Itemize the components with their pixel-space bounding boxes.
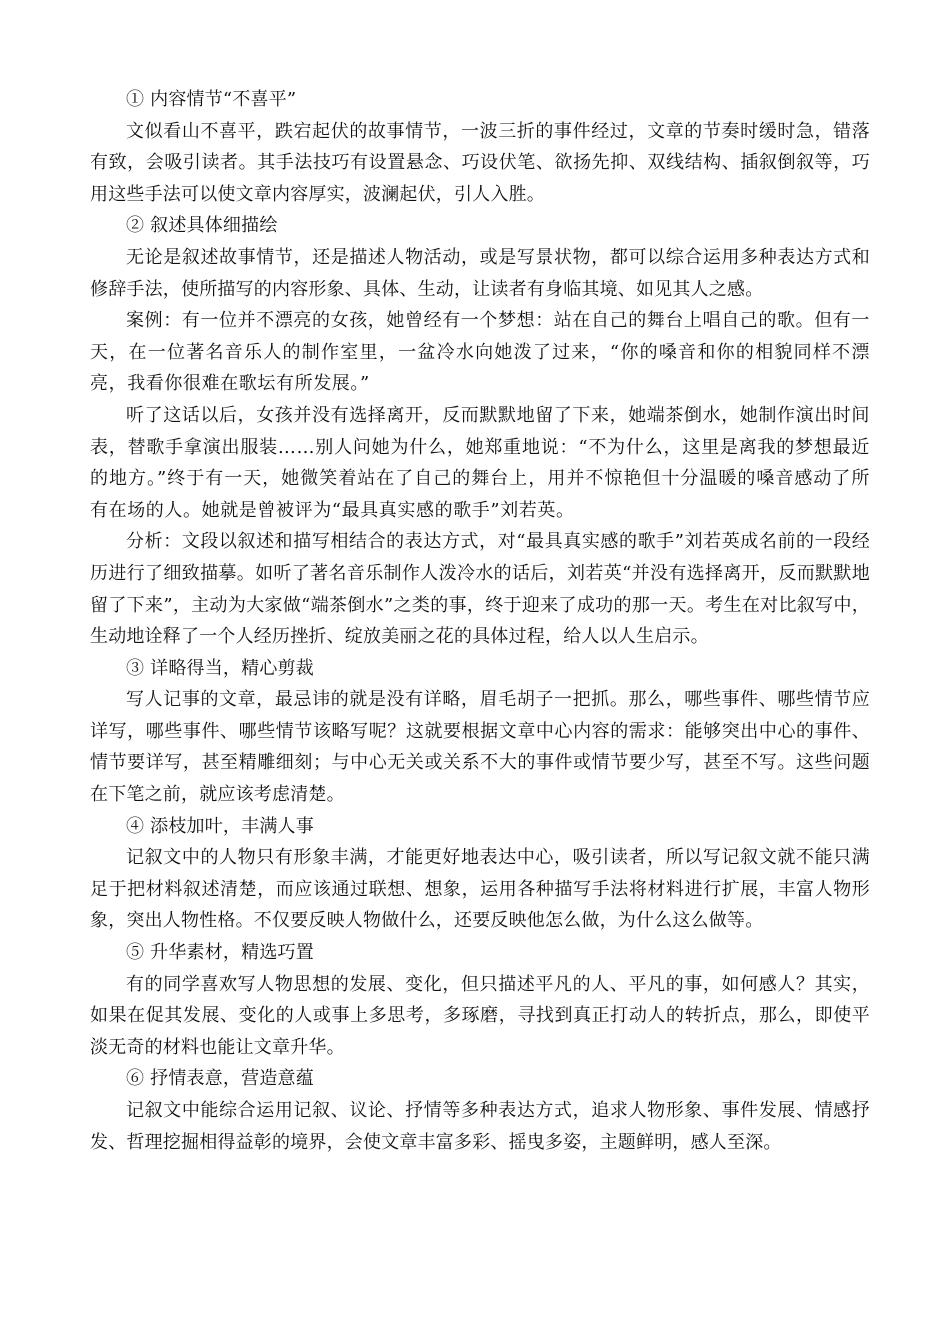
section-heading-1: ① 内容情节“不喜平” bbox=[126, 89, 297, 110]
section-heading-6: ⑥ 抒情表意，营造意蕴 bbox=[126, 1068, 314, 1090]
section-1-paragraph: 文似看山不喜平，跌宕起伏的故事情节，一波三折的事件经过，文章的节奏时缓时急，错落有致，会吸引读者。其手法技巧有设置悬念、巧设伏笔、欲扬先抑、双线结构、插叙倒叙等，巧用这些手法可以使文章内容厚实，波澜起伏，引人入胜。 bbox=[90, 120, 870, 205]
section-2-paragraph: 无论是叙述故事情节，还是描述人物活动，或是写景状物，都可以综合运用多种表达方式和修辞手法，使所描写的内容形象、具体、生动，让读者有身临其境、如见其人之感。 bbox=[90, 246, 870, 300]
section-heading-4: ④ 添枝加叶，丰满人事 bbox=[126, 815, 314, 837]
section-heading-2: ② 叙述具体细描绘 bbox=[126, 215, 278, 237]
section-heading-3: ③ 详略得当，精心剪裁 bbox=[126, 657, 314, 679]
document-page bbox=[90, 84, 870, 1158]
case-paragraph-1: 案例：有一位并不漂亮的女孩，她曾经有一个梦想：站在自己的舞台上唱自己的歌。但有一天，在一位著名音乐人的制作室里，一盆冷水向她泼了过来，“你的嗓音和你的相貌同样不漂亮，我看你很难在歌坛有所发展。” bbox=[90, 310, 870, 395]
section-heading-5: ⑤ 升华素材，精选巧置 bbox=[126, 942, 314, 964]
section-5-paragraph: 有的同学喜欢写人物思想的发展、变化，但只描述平凡的人、平凡的事，如何感人？其实，如果在促其发展、变化的人或事上多思考，多琢磨，寻找到真正打动人的转折点，那么，即使平淡无奇的材料也能让文章升华。 bbox=[90, 973, 870, 1058]
section-6-paragraph: 记叙文中能综合运用记叙、议论、抒情等多种表达方式，追求人物形象、事件发展、情感抒发、哲理挖掘相得益彰的境界，会使文章丰富多彩、摇曳多姿，主题鲜明，感人至深。 bbox=[90, 1100, 870, 1153]
section-4-paragraph: 记叙文中的人物只有形象丰满，才能更好地表达中心，吸引读者，所以写记叙文就不能只满足于把材料叙述清楚，而应该通过联想、想象，运用各种描写手法将材料进行扩展，丰富人物形象，突出人物性格。不仅要反映人物做什么，还要反映他怎么做，为什么这么做等。 bbox=[90, 847, 870, 932]
case-paragraph-2: 听了这话以后，女孩并没有选择离开，反而默默地留了下来，她端茶倒水，她制作演出时间表，替歌手拿演出服装……别人问她为什么，她郑重地说：“不为什么，这里是离我的梦想最近的地方。”终于有一天，她微笑着站在了自己的舞台上，用并不惊艳但十分温暖的嗓音感动了所有在场的人。她就是曾被评为“最具真实感的歌手”刘若英。 bbox=[90, 404, 870, 521]
analysis-paragraph: 分析：文段以叙述和描写相结合的表达方式，对“最具真实感的歌手”刘若英成名前的一段经历进行了细致描摹。如听了著名音乐制作人泼冷水的话后，刘若英“并没有选择离开，反而默默地留了下来”，主动为大家做“端茶倒水”之类的事，终于迎来了成功的那一天。考生在对比叙写中，生动地诠释了一个人经历挫折、绽放美丽之花的具体过程，给人以人生启示。 bbox=[90, 531, 870, 648]
section-3-paragraph: 写人记事的文章，最忌讳的就是没有详略，眉毛胡子一把抓。那么，哪些事件、哪些情节应详写，哪些事件、哪些情节该略写呢？这就要根据文章中心内容的需求：能够突出中心的事件、情节要详写，甚至精雕细刻；与中心无关或关系不大的事件或情节要少写，甚至不写。这些问题在下笔之前，就应该考虑清楚。 bbox=[90, 689, 870, 806]
